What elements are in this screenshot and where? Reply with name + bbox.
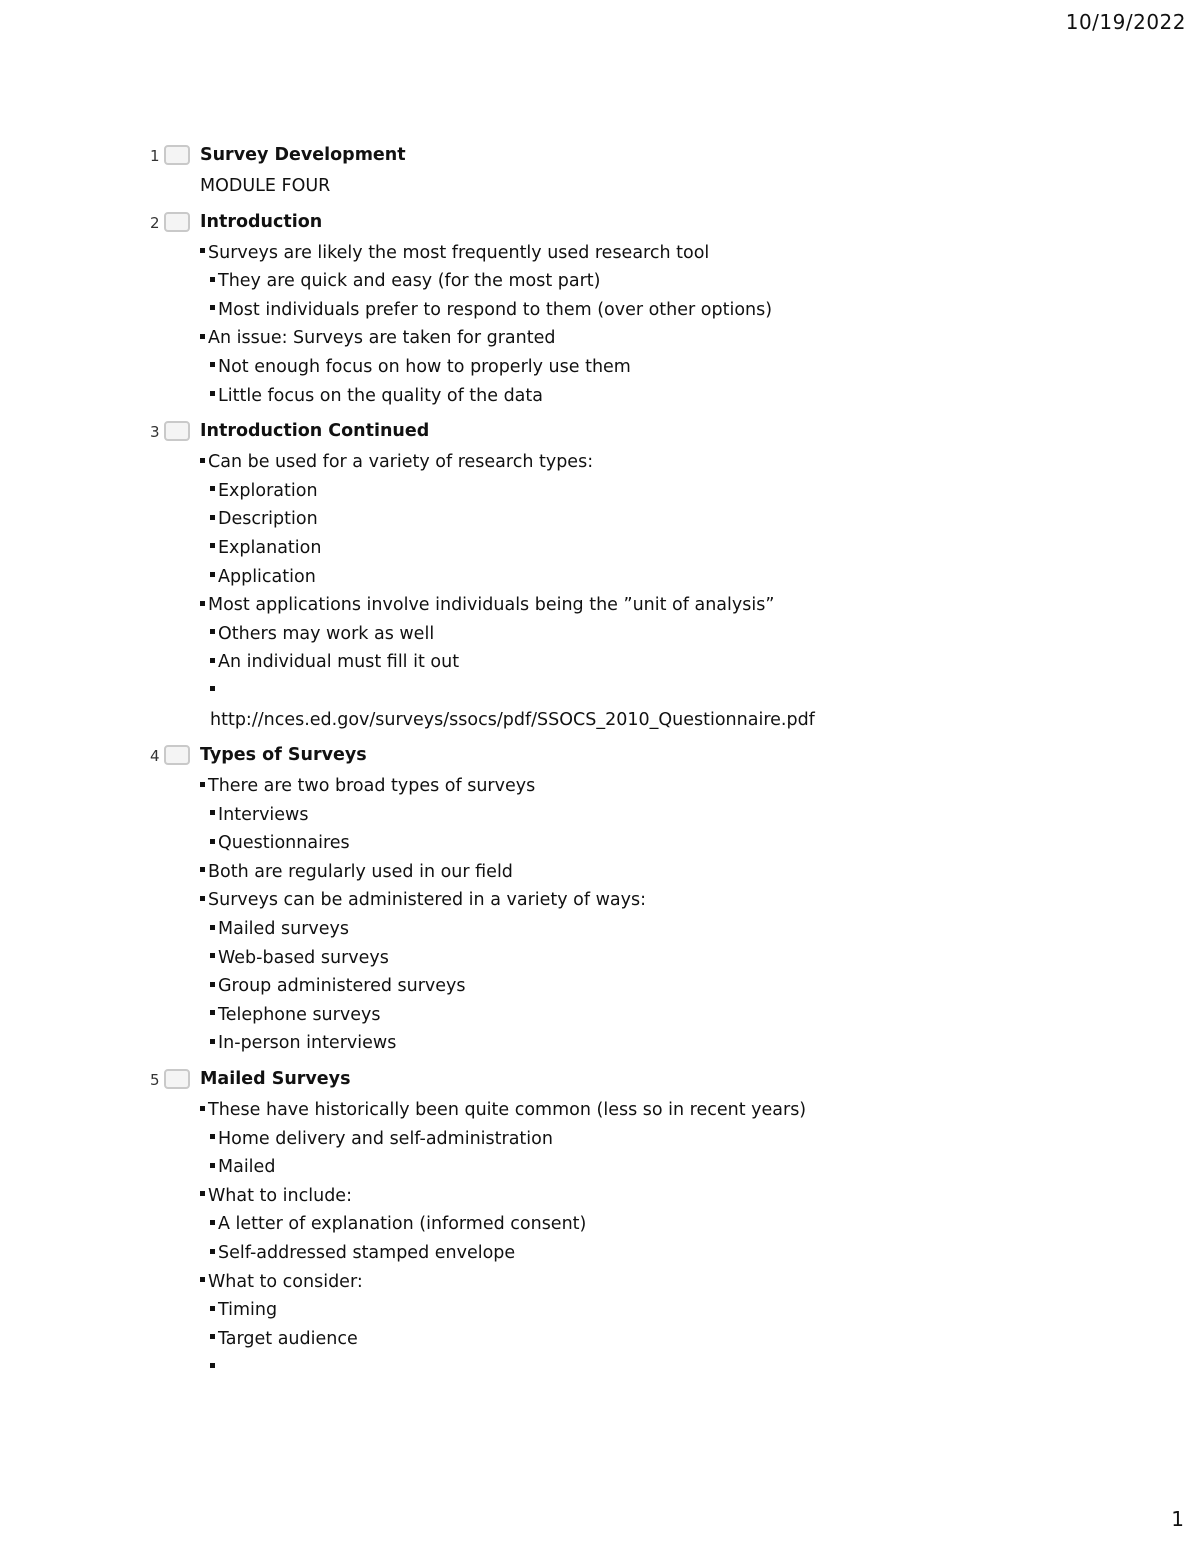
slide-title: Survey Development [200, 145, 406, 165]
bullet-icon [200, 1191, 205, 1196]
slide-number: 4 [150, 747, 160, 766]
sub-bullet-point [0, 505, 1200, 534]
bullet-text: Application [218, 566, 316, 587]
slide-entry [0, 419, 1200, 734]
slide-title: Types of Surveys [200, 745, 367, 766]
sub-bullet-point [0, 382, 1200, 411]
bullet-icon [210, 658, 215, 663]
bullet-icon [210, 1134, 215, 1139]
bullet-text: Questionnaires [218, 833, 350, 854]
bullet-icon [210, 953, 215, 958]
bullet-text: Exploration [218, 480, 318, 501]
sub-bullet-point [0, 677, 1200, 706]
sub-bullet-point [0, 801, 1200, 830]
bullet-icon [210, 543, 215, 548]
bullet-icon [210, 839, 215, 844]
bullet-text: What to include: [208, 1185, 352, 1206]
slide-number: 3 [150, 423, 160, 442]
slide-header [0, 743, 1200, 772]
slide-number: 2 [150, 213, 160, 232]
bullet-text: Mailed surveys [218, 919, 349, 940]
bullet-text: http://nces.ed.gov/surveys/ssocs/pdf/SSOCS_2010_Questionnaire.pdf [210, 709, 815, 730]
slide-thumbnail-icon [164, 212, 190, 232]
sub-bullet-point [0, 1001, 1200, 1030]
bullet-icon [200, 1106, 205, 1111]
bullet-icon [210, 1220, 215, 1225]
sub-bullet-point [0, 1353, 1200, 1382]
bullet-point [0, 239, 1200, 268]
sub-bullet-point [0, 1125, 1200, 1154]
bullet-icon [200, 458, 205, 463]
bullet-icon [210, 486, 215, 491]
bullet-icon [200, 896, 205, 901]
sub-bullet-point [0, 1296, 1200, 1325]
bullet-text: Self-addressed stamped envelope [218, 1243, 516, 1263]
sub-bullet-point [0, 267, 1200, 296]
slide-entry [0, 743, 1200, 1058]
bullet-point [0, 1182, 1200, 1211]
bullet-icon [200, 601, 205, 606]
bullet-point [0, 886, 1200, 915]
slide-subtitle: MODULE FOUR [200, 176, 331, 196]
bullet-text: Surveys are likely the most frequently used research tool [208, 242, 710, 263]
bullet-text: Little focus on the quality of the data [218, 385, 543, 406]
slide-header [0, 210, 1200, 239]
slide-entry [0, 143, 1200, 201]
slide-title: Introduction Continued [200, 421, 430, 442]
print-date: 10/19/2022 [1065, 10, 1186, 34]
bullet-text: An issue: Surveys are taken for granted [208, 328, 556, 349]
sub-bullet-point [0, 620, 1200, 649]
bullet-icon [210, 925, 215, 930]
sub-bullet-point [0, 296, 1200, 325]
slide-title: Introduction [200, 211, 323, 232]
bullet-text: There are two broad types of surveys [208, 776, 536, 797]
bullet-text: Home delivery and self-administration [218, 1128, 553, 1149]
bullet-icon [200, 248, 205, 253]
sub-bullet-point [0, 972, 1200, 1001]
slide-thumbnail-icon [164, 145, 190, 165]
sub-bullet-point [0, 944, 1200, 973]
slide-number: 1 [150, 147, 160, 165]
bullet-icon [200, 867, 205, 872]
bullet-point [0, 1268, 1200, 1297]
bullet-icon [210, 391, 215, 396]
bullet-text: Timing [218, 1300, 278, 1321]
sub-bullet-point [0, 477, 1200, 506]
sub-bullet-point [0, 353, 1200, 382]
bullet-text: Can be used for a variety of research types: [208, 452, 594, 473]
bullet-point [0, 591, 1200, 620]
sub-bullet-point [0, 1325, 1200, 1354]
bullet-text: Description [218, 509, 318, 530]
bullet-text: Web-based surveys [218, 947, 389, 968]
bullet-text: They are quick and easy (for the most part) [218, 271, 601, 292]
slide-outline [0, 143, 1200, 1391]
bullet-point [0, 1096, 1200, 1125]
bullet-icon [210, 1363, 215, 1368]
slide-thumbnail-icon [164, 421, 190, 441]
bullet-point [0, 772, 1200, 801]
bullet-icon [210, 1039, 215, 1044]
slide-header [0, 143, 1200, 172]
slide-entry [0, 1067, 1200, 1382]
bullet-icon [210, 1306, 215, 1311]
bullet-text: Both are regularly used in our field [208, 861, 513, 882]
slide-title: Mailed Surveys [200, 1069, 351, 1090]
sub-bullet-point [0, 1029, 1200, 1058]
bullet-text: Mailed [218, 1157, 276, 1178]
bullet-text: These have historically been quite common (less so in recent years) [208, 1100, 807, 1121]
sub-bullet-point [0, 563, 1200, 592]
sub-bullet-point [0, 706, 1200, 735]
bullet-text: Interviews [218, 804, 309, 825]
bullet-text: Surveys can be administered in a variety of ways: [208, 890, 647, 911]
bullet-icon [210, 629, 215, 634]
bullet-icon [200, 1277, 205, 1282]
bullet-text: Not enough focus on how to properly use them [218, 356, 631, 377]
bullet-icon [210, 1334, 215, 1339]
sub-bullet-point [0, 534, 1200, 563]
bullet-icon [210, 686, 215, 691]
bullet-icon [210, 810, 215, 815]
page-number: 1 [1171, 1507, 1184, 1531]
bullet-text: A letter of explanation (informed consent) [218, 1214, 587, 1235]
bullet-icon [210, 1010, 215, 1015]
bullet-icon [210, 1249, 215, 1254]
bullet-icon [210, 277, 215, 282]
sub-bullet-point [0, 1210, 1200, 1239]
bullet-text: Group administered surveys [218, 976, 466, 997]
bullet-icon [200, 782, 205, 787]
bullet-text: An individual must fill it out [218, 652, 460, 673]
sub-bullet-point [0, 829, 1200, 858]
bullet-text: In-person interviews [218, 1033, 397, 1054]
slide-number: 5 [150, 1071, 160, 1090]
bullet-text: Most applications involve individuals being the ”unit of analysis” [208, 595, 775, 616]
slide-header [0, 419, 1200, 448]
bullet-text: What to consider: [208, 1271, 363, 1292]
slide-entry [0, 210, 1200, 411]
bullet-icon [210, 362, 215, 367]
bullet-icon [210, 305, 215, 310]
bullet-text: Others may work as well [218, 623, 435, 644]
sub-bullet-point [0, 1239, 1200, 1268]
slide-header [0, 1067, 1200, 1096]
bullet-text: Telephone surveys [218, 1004, 381, 1025]
bullet-icon [200, 334, 205, 339]
bullet-text: Most individuals prefer to respond to them (over other options) [218, 299, 773, 320]
bullet-point [0, 858, 1200, 887]
bullet-point [0, 324, 1200, 353]
sub-bullet-point [0, 915, 1200, 944]
bullet-icon [210, 1163, 215, 1168]
bullet-icon [210, 515, 215, 520]
bullet-point [0, 448, 1200, 477]
sub-bullet-point [0, 648, 1200, 677]
bullet-icon [210, 982, 215, 987]
slide-thumbnail-icon [164, 745, 190, 765]
bullet-icon [210, 572, 215, 577]
slide-thumbnail-icon [164, 1069, 190, 1089]
bullet-text: Explanation [218, 537, 322, 558]
sub-bullet-point [0, 1153, 1200, 1182]
bullet-text: Target audience [218, 1328, 358, 1349]
